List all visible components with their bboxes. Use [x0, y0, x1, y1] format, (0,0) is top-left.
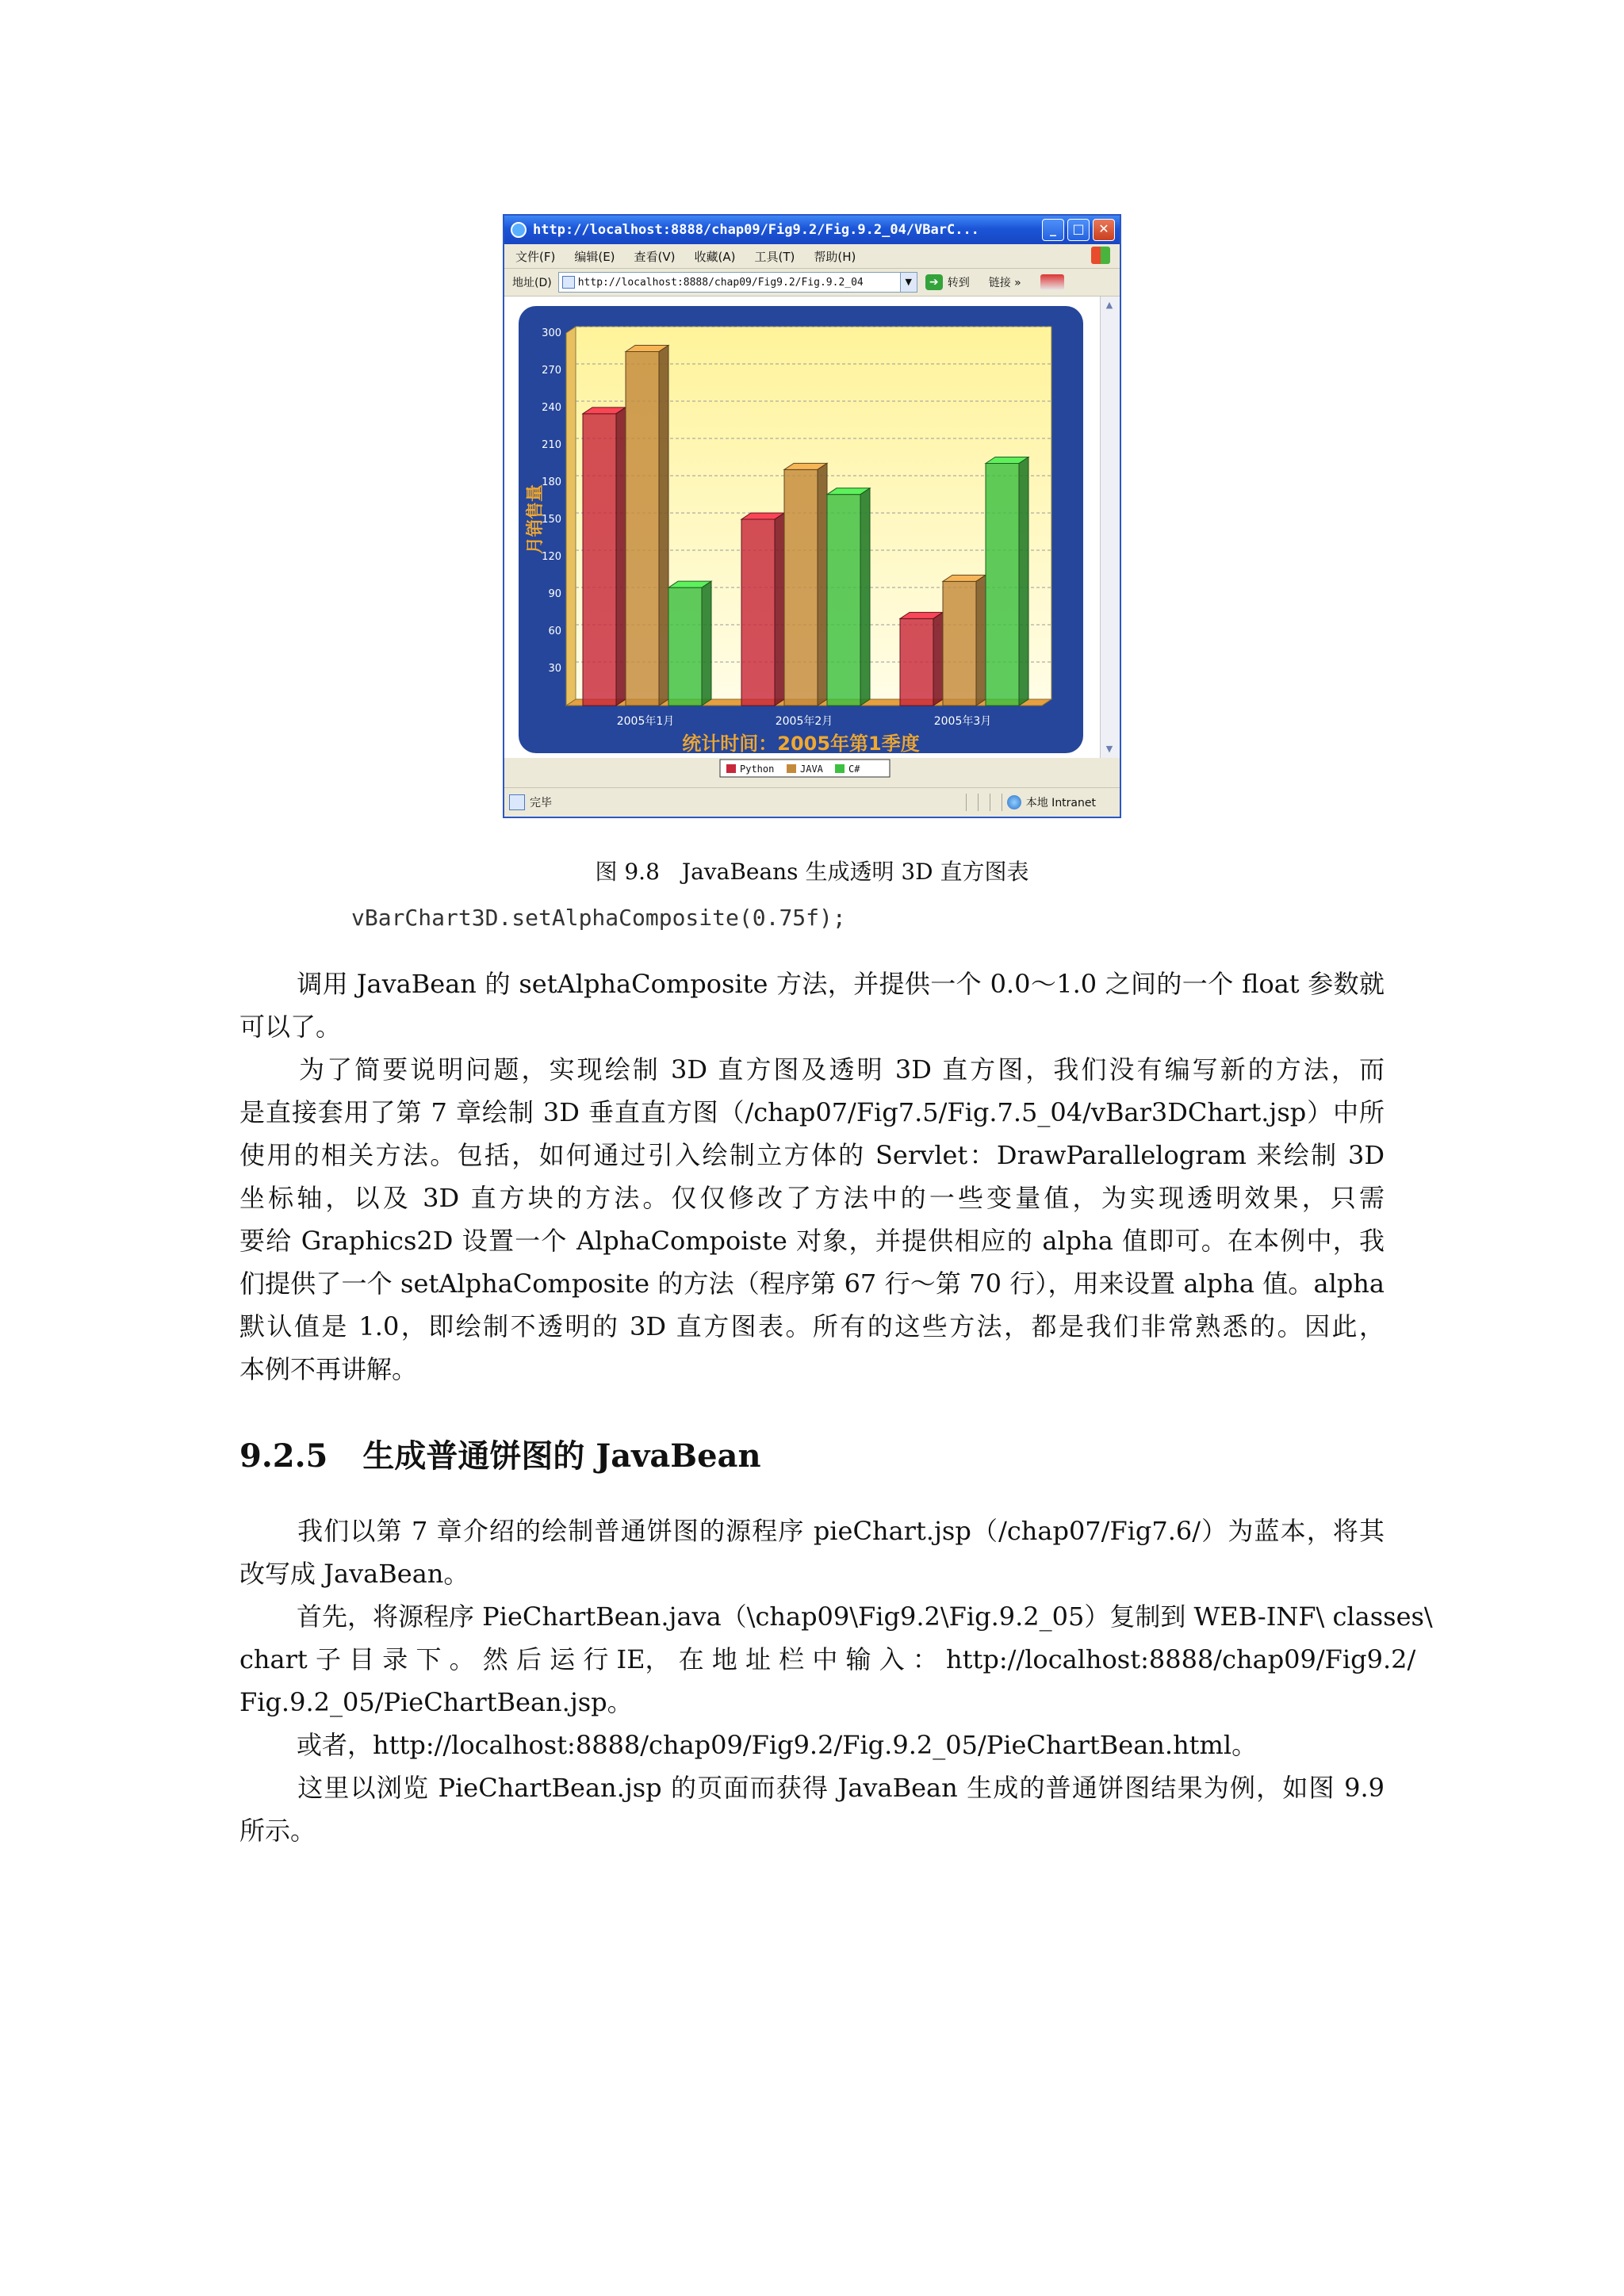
y-axis-wall — [566, 327, 576, 706]
x-tick-label: 2005年3月 — [933, 715, 992, 728]
legend-label: JAVA — [800, 763, 823, 775]
menu-favorites[interactable]: 收藏(A) — [694, 249, 736, 264]
status-text: 完毕 — [530, 797, 552, 809]
text-line: 首先，将源程序 PieChartBean.java（\chap09\Fig9.2\Fig.9.2_05）复制到 WEB-INF\ classes\ — [297, 1601, 1433, 1632]
bar-side — [659, 346, 668, 706]
browser-window — [503, 214, 1121, 818]
paragraph-1 — [239, 962, 1385, 1048]
text-line: chart 子 目 录 下 。 然 后 运 行 IE， 在 地 址 栏 中 输 入 ： http://localhost:8888/chap09/Fig9.2/ — [239, 1644, 1416, 1674]
text-line: Fig.9.2_05/PieChartBean.jsp。 — [239, 1687, 633, 1717]
page-content — [504, 297, 1101, 775]
legend-swatch — [787, 764, 796, 773]
y-tick-label: 300 — [542, 327, 561, 339]
minimize-button[interactable]: _ — [1042, 219, 1064, 241]
text-line: 我们以第 7 章介绍的绘制普通饼图的源程序 pieChart.jsp（/chap07/Fig7.6/）为蓝本，将其 — [297, 1516, 1385, 1546]
bar — [900, 618, 933, 706]
scroll-down-icon[interactable]: ▼ — [1105, 744, 1113, 754]
page-icon — [562, 276, 575, 289]
text-line: 这里以浏览 PieChartBean.jsp 的页面而获得 JavaBean 生成的普通饼图结果为例，如图 9.9 — [297, 1773, 1385, 1803]
y-tick-label: 150 — [542, 514, 561, 526]
scroll-up-icon[interactable]: ▲ — [1105, 300, 1113, 310]
text-line: 默认值是 1.0，即绘制不透明的 3D 直方图表。所有的这些方法，都是我们非常熟悉的。因此， — [239, 1311, 1385, 1341]
paragraph-3 — [239, 1510, 1385, 1595]
x-tick-label: 2005年2月 — [775, 715, 833, 728]
go-label: 转到 — [947, 277, 970, 289]
bar — [741, 519, 775, 706]
links-button[interactable]: 链接 » — [988, 277, 1021, 289]
section-title: 生成普通饼图的 JavaBean — [362, 1437, 761, 1475]
menu-tools[interactable]: 工具(T) — [754, 249, 795, 264]
bar-side — [775, 513, 784, 706]
x-tick-label: 2005年1月 — [616, 715, 675, 728]
arrow-right-icon: ➔ — [925, 274, 943, 290]
text-line: 改写成 JavaBean。 — [239, 1559, 469, 1589]
chart-panel — [519, 306, 1083, 775]
text-line: 使用的相关方法。包括，如何通过引入绘制立方体的 Servlet：DrawParallelogram 来绘制 3D — [239, 1140, 1385, 1170]
title-bar — [504, 216, 1120, 244]
bar-side — [860, 488, 870, 706]
section-number: 9.2.5 — [239, 1437, 328, 1475]
bar — [626, 352, 659, 706]
zone-text: 本地 Intranet — [1025, 797, 1096, 809]
address-dropdown-icon[interactable]: ▼ — [901, 272, 917, 293]
text-line: 们提供了一个 setAlphaComposite 的方法（程序第 67 行～第 70 行），用来设置 alpha 值。alpha — [239, 1269, 1385, 1299]
window-title: http://localhost:8888/chap09/Fig9.2/Fig.9.2_04/VBarC... — [533, 222, 979, 238]
bar — [668, 587, 702, 706]
text-line: 可以了。 — [239, 1012, 342, 1042]
status-bar — [504, 787, 1120, 817]
legend-label: Python — [740, 763, 775, 775]
legend-swatch — [726, 764, 736, 773]
bar-chart — [519, 306, 1083, 775]
address-input[interactable] — [558, 272, 901, 293]
legend-label: C# — [848, 763, 860, 775]
paragraph-6 — [239, 1766, 1385, 1852]
menu-file[interactable]: 文件(F) — [515, 249, 556, 264]
address-label: 地址(D) — [512, 277, 552, 289]
bar-side — [616, 408, 626, 706]
legend-swatch — [835, 764, 845, 773]
bar — [583, 414, 616, 706]
y-tick-label: 210 — [542, 439, 561, 451]
y-tick-label: 180 — [542, 476, 561, 488]
code-line: vBarChart3D.setAlphaComposite(0.75f); — [351, 905, 846, 931]
text-line: 要给 Graphics2D 设置一个 AlphaCompoiste 对象，并提供相应的 alpha 值即可。在本例中，我 — [239, 1226, 1385, 1256]
text-line: 或者，http://localhost:8888/chap09/Fig9.2/Fig.9.2_05/PieChartBean.html。 — [297, 1730, 1258, 1760]
y-tick-label: 240 — [542, 402, 561, 414]
bar — [986, 464, 1019, 706]
menu-edit[interactable]: 编辑(E) — [574, 249, 615, 264]
y-tick-label: 60 — [548, 626, 561, 637]
x-axis-title: 统计时间：2005年第1季度 — [682, 733, 920, 755]
address-bar — [504, 269, 1120, 297]
y-axis-label: 月销售量 — [526, 484, 546, 555]
vertical-scrollbar[interactable] — [1100, 297, 1120, 758]
y-tick-label: 270 — [542, 365, 561, 377]
maximize-button[interactable]: □ — [1067, 219, 1090, 241]
bar — [784, 469, 818, 706]
menu-help[interactable]: 帮助(H) — [814, 249, 856, 264]
section-heading — [239, 1431, 761, 1476]
page-done-icon — [509, 794, 525, 810]
bar — [943, 581, 976, 706]
toolbar-extra-icon[interactable] — [1040, 274, 1064, 290]
text-line: 是直接套用了第 7 章绘制 3D 垂直直方图（/chap07/Fig7.5/Fig.7.5_04/vBar3DChart.jsp）中所 — [239, 1097, 1385, 1127]
intranet-zone-icon — [1007, 795, 1021, 809]
bar-side — [818, 463, 827, 706]
text-line: 调用 JavaBean 的 setAlphaComposite 方法，并提供一个 0.0～1.0 之间的一个 float 参数就 — [297, 969, 1385, 999]
bar-side — [1019, 457, 1028, 706]
close-button[interactable]: ✕ — [1093, 219, 1115, 241]
text-line: 所示。 — [239, 1816, 316, 1846]
paragraph-2 — [239, 1048, 1385, 1391]
y-tick-label: 90 — [548, 588, 561, 600]
ie-logo-icon — [511, 222, 527, 238]
text-line: 为了简要说明问题，实现绘制 3D 直方图及透明 3D 直方图，我们没有编写新的方法，而 — [297, 1054, 1385, 1085]
menu-view[interactable]: 查看(V) — [634, 249, 676, 264]
bar-side — [933, 612, 943, 706]
bar-side — [976, 575, 986, 706]
menu-bar — [504, 244, 1120, 269]
figure-caption: 图 9.8 JavaBeans 生成透明 3D 直方图表 — [595, 859, 1029, 885]
bar — [827, 495, 860, 706]
text-line: 本例不再讲解。 — [239, 1354, 418, 1384]
y-tick-label: 120 — [542, 551, 561, 563]
paragraph-5 — [239, 1724, 1385, 1766]
y-tick-label: 30 — [548, 663, 561, 675]
bar-side — [702, 581, 711, 706]
windows-logo-icon — [1091, 247, 1110, 264]
address-value: http://localhost:8888/chap09/Fig9.2/Fig.9.2_04 — [577, 276, 864, 289]
text-line: 坐标轴，以及 3D 直方块的方法。仅仅修改了方法中的一些变量值，为实现透明效果，只需 — [239, 1183, 1385, 1213]
paragraph-4 — [239, 1595, 1433, 1724]
go-button[interactable] — [925, 274, 970, 290]
